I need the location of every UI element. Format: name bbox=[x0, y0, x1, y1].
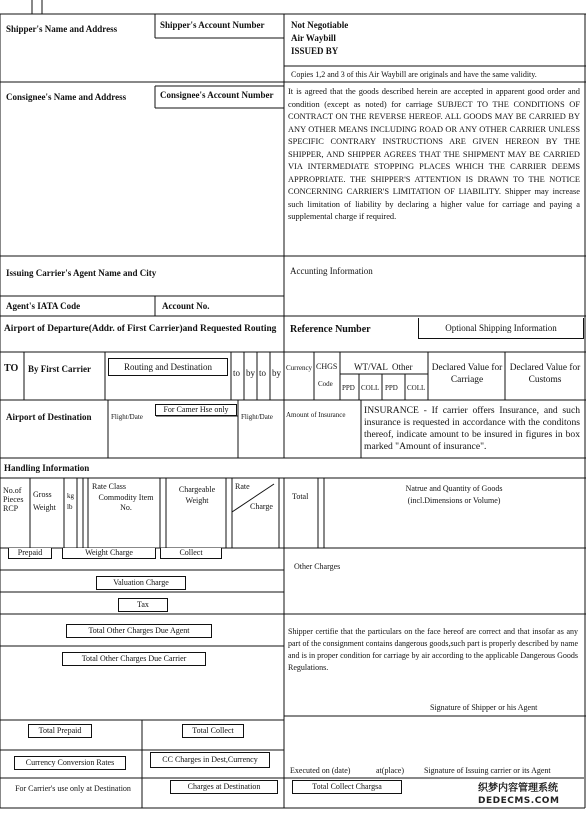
total-other-agent-label: Total Other Charges Due Agent bbox=[88, 626, 190, 635]
charge-label: Charge bbox=[250, 502, 273, 511]
currency-label: Currency bbox=[286, 364, 313, 372]
total-prepaid-tab bbox=[28, 724, 92, 738]
carrier-use-label: For Camer Hse only bbox=[163, 405, 229, 414]
valuation-charge-tab bbox=[96, 576, 186, 590]
total-other-agent-tab bbox=[66, 624, 212, 638]
collect-tab bbox=[160, 548, 222, 559]
lb-label: lb bbox=[67, 503, 73, 511]
watermark-line2: DEDECMS.COM bbox=[478, 796, 560, 806]
at-place-label: at(place) bbox=[376, 766, 404, 775]
total-collect-label: Total Collect bbox=[192, 726, 234, 735]
tax-tab bbox=[118, 598, 168, 612]
account-no-label: Account No. bbox=[162, 301, 210, 311]
total-prepaid-label: Total Prepaid bbox=[38, 726, 82, 735]
chgs-label: CHGS bbox=[316, 362, 338, 371]
prepaid-label: Prepaid bbox=[17, 548, 43, 557]
charges-destination-label: Charges at Destination bbox=[187, 782, 261, 791]
valuation-charge-label: Valuation Charge bbox=[113, 578, 169, 587]
total-label: Total bbox=[292, 492, 309, 501]
to-label: TO bbox=[4, 363, 19, 374]
charges-destination-tab bbox=[170, 780, 278, 794]
copies-note: Copies 1,2 and 3 of this Air Waybill are originals and have the same validity. bbox=[291, 70, 537, 79]
total-other-carrier-label: Total Other Charges Due Carrier bbox=[81, 654, 187, 663]
code-label: Code bbox=[318, 380, 333, 388]
prepaid-tab bbox=[8, 548, 52, 559]
declared-value-customs-label: Declared Value for Customs bbox=[509, 363, 581, 385]
commodity-item-label: Commodity Item No. bbox=[98, 493, 154, 512]
reference-number-label: Reference Number bbox=[290, 324, 371, 335]
cc-charges-label: CC Charges in Dest,Currency bbox=[162, 755, 258, 764]
agent-iata-code-label: Agent's IATA Code bbox=[6, 301, 81, 311]
air-waybill-title: Air Waybill bbox=[291, 33, 336, 43]
coll-label-2: COLL bbox=[407, 384, 426, 392]
not-negotiable-label: Not Negotiable bbox=[291, 20, 349, 30]
conversion-rates-label: Currency Conversion Rates bbox=[25, 758, 115, 767]
chargeable-weight-label: Chargeable Weight bbox=[178, 485, 216, 505]
declared-value-carriage-label: Declared Value for Carriage bbox=[431, 363, 503, 385]
by-first-carrier-label: By First Carrier bbox=[28, 364, 91, 374]
optional-shipping-tab bbox=[418, 318, 584, 339]
total-collect-charges-tab bbox=[292, 780, 402, 794]
ppd-label-2: PPD bbox=[385, 384, 398, 392]
signature-carrier-label: Signature of Issuing carrier or its Agent bbox=[424, 766, 551, 775]
cc-charges-tab bbox=[150, 752, 270, 768]
issuing-agent-label: Issuing Carrier's Agent Name and City bbox=[6, 268, 157, 278]
airport-destination-label: Airport of Destination bbox=[6, 412, 92, 422]
routing-destination-label: Routing and Destination bbox=[124, 362, 212, 372]
weight-charge-tab bbox=[62, 548, 156, 559]
total-collect-charges-label: Total Collect Chargsa bbox=[312, 782, 382, 791]
conversion-rates-tab bbox=[14, 756, 126, 770]
collect-label: Collect bbox=[179, 548, 203, 557]
dimensions-label: (incl.Dimensions or Volume) bbox=[407, 496, 501, 505]
weight-charge-label: Weight Charge bbox=[85, 548, 133, 557]
shipper-certification-text: Shipper certifie that the particulars on the face hereof are correct and that insofar as any part of the consignment contains dangerous goods,such part is properly described by name and is in proper condition for carriage by air according to the applicable Dangerous Goods Regulations. bbox=[288, 627, 578, 672]
to-label-1: to bbox=[233, 368, 241, 378]
to-label-2: to bbox=[259, 368, 267, 378]
routing-destination-tab bbox=[108, 358, 228, 376]
other-charges-label: Other Charges bbox=[294, 562, 341, 571]
watermark-line1: 织梦内容管理系统 bbox=[478, 783, 558, 794]
gross-weight-label: Gross Weight bbox=[33, 490, 56, 512]
carrier-use-tab bbox=[155, 404, 237, 416]
flight-date-label-1: Flight/Date bbox=[111, 413, 143, 421]
conditions-of-contract-text: It is agreed that the goods described herein are accepted in apparent good order and condition (except as noted) for carriage SUBJECT TO THE CONDITIONS OF CONTRACT ON THE REVERSE HEREOF. ALL GOODS MAY BE CARRIED BY ANY OTHER MEANS INCLUDING ROAD OR ANY OTHER CARRIER UNLESS SPECIFIC CONTRARY INSTRUCTIONS ARE GIVEN HEREON BY THE SHIPPER, AND SHIPPER AGREES THAT THE SHIPMENT MAY BE CARRIED VIA INTERMEDIATE STOPPING PLACES WHICH THE CARRIER DEEMS APPROPRIATE. THE SHIPPER'S ATTENTION IS DRAWN TO THE NOTICE CONCERNING CARRIER'S LIMITATION OF LIABILITY. Shipper may increase such limitation of liability by declaring a higher value for carriage and paying a supplemental charge if required. bbox=[288, 87, 580, 221]
issued-by-label: ISSUED BY bbox=[291, 46, 339, 56]
optional-shipping-label: Optional Shipping Information bbox=[445, 323, 557, 333]
carriers-use-label: For Carrier's use only at Destination bbox=[15, 784, 131, 793]
total-collect-tab bbox=[182, 724, 244, 738]
airport-departure-label: Airport of Departure(Addr. of First Carrier)and Requested Routing bbox=[4, 324, 277, 334]
rate-label: Rate bbox=[235, 482, 250, 491]
other-label: Other bbox=[392, 362, 413, 372]
flight-date-label-2: Flight/Date bbox=[241, 413, 273, 421]
pieces-label: No.of Pieces RCP bbox=[3, 486, 24, 513]
ppd-label-1: PPD bbox=[342, 384, 355, 392]
shipper-name-address-label: Shipper's Name and Address bbox=[6, 24, 118, 34]
nature-quantity-label: Natrue and Quantity of Goods bbox=[405, 484, 503, 493]
amount-insurance-label: Amount of Insurance bbox=[286, 411, 346, 419]
accounting-information-label: Accunting Information bbox=[290, 266, 373, 276]
by-label-1: by bbox=[246, 368, 255, 378]
kg-label: kg bbox=[67, 492, 74, 500]
coll-label-1: COLL bbox=[361, 384, 380, 392]
consignee-account-number-label: Consignee's Account Number bbox=[160, 90, 274, 100]
consignee-name-address-label: Consignee's Name and Address bbox=[6, 92, 127, 102]
handling-information-label: Handling Information bbox=[4, 463, 90, 473]
shipper-account-number-label: Shipper's Account Number bbox=[160, 20, 265, 30]
signature-shipper-label: Signature of Shipper or his Agent bbox=[430, 703, 538, 712]
insurance-text: INSURANCE - If carrier offers Insurance, and such insurance is requested in accordance with the conditons thereof, indicate amount to be insured in figures in box marked "Amount of insurance". bbox=[364, 405, 580, 452]
wt-val-label: WT/VAL bbox=[354, 362, 388, 372]
executed-on-label: Executed on (date) bbox=[290, 766, 351, 775]
total-other-carrier-tab bbox=[62, 652, 206, 666]
by-label-2: by bbox=[272, 368, 281, 378]
tax-label: Tax bbox=[137, 600, 149, 609]
rate-class-label: Rate Class bbox=[92, 482, 126, 491]
